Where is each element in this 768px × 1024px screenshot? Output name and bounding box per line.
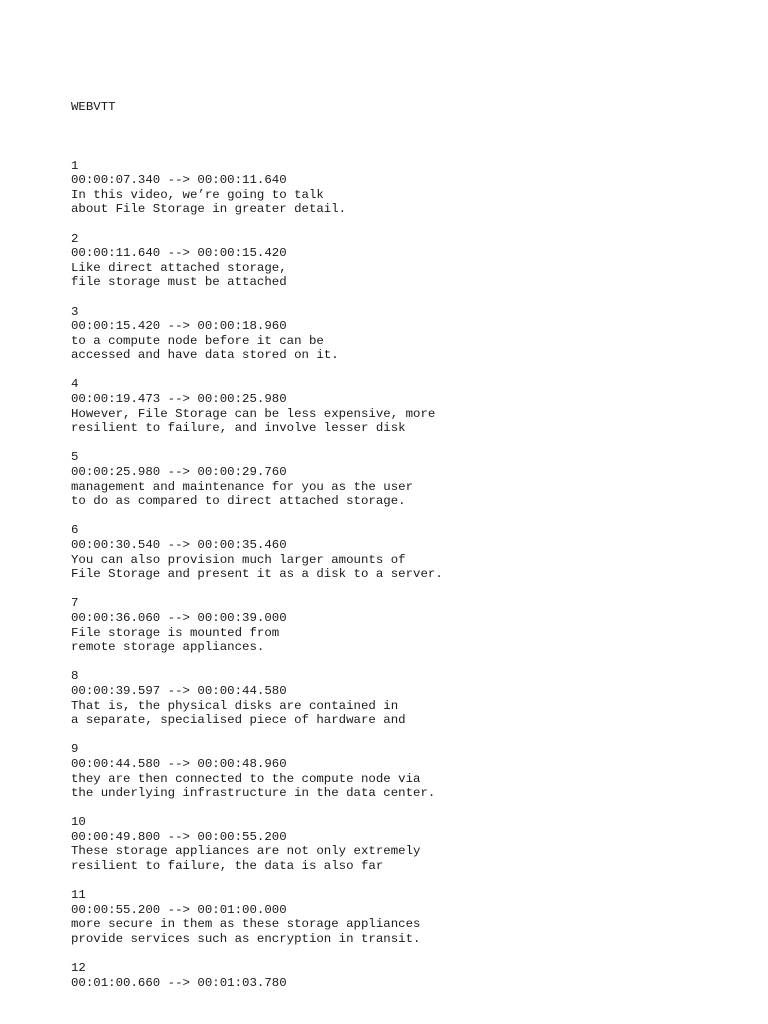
cue-block — [71, 596, 748, 654]
cue-block — [71, 305, 748, 363]
cue-text-line: remote storage appliances. — [71, 640, 265, 655]
cue-timing: 00:00:44.580 --> 00:00:48.960 — [71, 756, 287, 771]
cue-text-line: file storage must be attached — [71, 275, 287, 290]
cue-timing: 00:00:15.420 --> 00:00:18.960 — [71, 319, 287, 334]
cue-number: 4 — [71, 377, 79, 392]
cue-text-line: about File Storage in greater detail. — [71, 202, 347, 217]
cue-timing: 00:00:11.640 --> 00:00:15.420 — [71, 246, 287, 261]
cue-timing: 00:00:19.473 --> 00:00:25.980 — [71, 392, 287, 407]
cue-number: 3 — [71, 304, 79, 319]
cue-text-line: the underlying infrastructure in the data center. — [71, 786, 436, 801]
cue-number: 6 — [71, 523, 79, 538]
cue-text-line: File storage is mounted from — [71, 625, 280, 640]
cue-block — [71, 450, 748, 508]
cue-text-line: to a compute node before it can be — [71, 333, 324, 348]
cue-text-line: a separate, specialised piece of hardware and — [71, 713, 406, 728]
subtitle-document — [71, 71, 748, 1005]
cue-text-line: more secure in them as these storage appliances — [71, 917, 421, 932]
cue-timing: 00:00:49.800 --> 00:00:55.200 — [71, 829, 287, 844]
cue-block — [71, 669, 748, 727]
cue-text-line: provide services such as encryption in transit. — [71, 932, 421, 947]
cue-text-line: they are then connected to the compute node via — [71, 771, 421, 786]
cue-number: 8 — [71, 669, 79, 684]
cue-timing: 00:00:07.340 --> 00:00:11.640 — [71, 173, 287, 188]
cue-timing: 00:01:00.660 --> 00:01:03.780 — [71, 975, 287, 990]
cue-timing: 00:00:25.980 --> 00:00:29.760 — [71, 465, 287, 480]
cue-block — [71, 159, 748, 217]
cue-timing: 00:00:39.597 --> 00:00:44.580 — [71, 683, 287, 698]
cue-text-line: Like direct attached storage, — [71, 260, 287, 275]
cue-timing: 00:00:55.200 --> 00:01:00.000 — [71, 902, 287, 917]
cue-text-line: You can also provision much larger amounts of — [71, 552, 406, 567]
cue-block — [71, 742, 748, 800]
cue-block — [71, 377, 748, 435]
cue-text-line: resilient to failure, and involve lesser disk — [71, 421, 406, 436]
cue-block — [71, 961, 748, 990]
cue-list — [71, 159, 748, 991]
cue-block — [71, 815, 748, 873]
cue-block — [71, 523, 748, 581]
cue-text-line: In this video, we’re going to talk — [71, 187, 324, 202]
cue-timing: 00:00:30.540 --> 00:00:35.460 — [71, 538, 287, 552]
document-header: WEBVTT — [71, 100, 116, 115]
cue-text-line: That is, the physical disks are contained in — [71, 698, 399, 713]
cue-block — [71, 232, 748, 290]
cue-number: 9 — [71, 742, 79, 757]
cue-number: 5 — [71, 450, 79, 465]
cue-text-line: resilient to failure, the data is also far — [71, 859, 384, 874]
cue-timing: 00:00:36.060 --> 00:00:39.000 — [71, 610, 287, 625]
cue-number: 11 — [71, 888, 86, 903]
cue-text-line: These storage appliances are not only extremely — [71, 844, 421, 859]
cue-text-line: File Storage and present it as a disk to a server. — [71, 567, 443, 582]
cue-block — [71, 888, 748, 946]
cue-number: 7 — [71, 596, 79, 611]
cue-number: 10 — [71, 815, 86, 830]
cue-number: 12 — [71, 961, 86, 976]
cue-text-line: However, File Storage can be less expensive, more — [71, 406, 436, 421]
cue-text-line: management and maintenance for you as the user — [71, 479, 414, 494]
cue-text-line: to do as compared to direct attached storage. — [71, 494, 406, 509]
cue-number: 1 — [71, 158, 79, 173]
cue-number: 2 — [71, 231, 79, 246]
cue-text-line: accessed and have data stored on it. — [71, 348, 339, 363]
